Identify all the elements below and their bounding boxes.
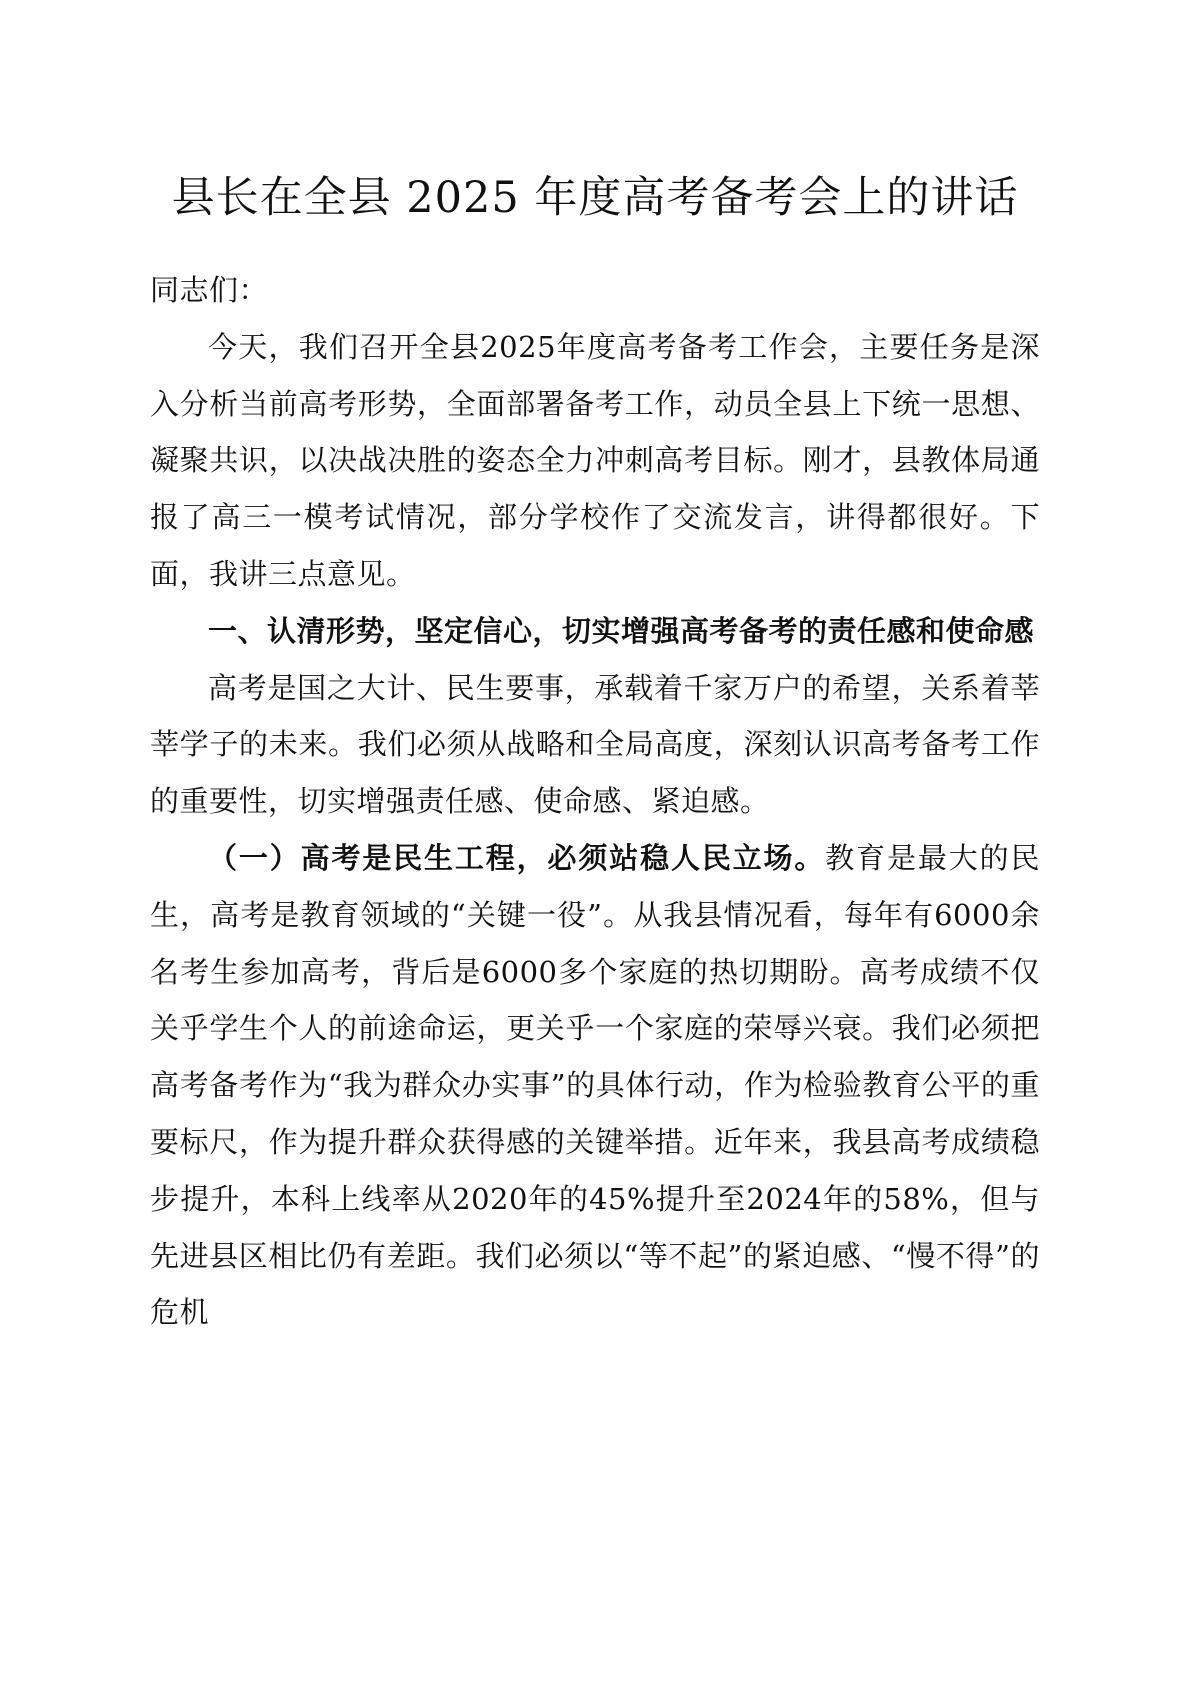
document-title: 县长在全县 2025 年度高考备考会上的讲话 [171,173,1019,223]
paragraph-subsection-1 [150,830,1040,1341]
subsection-1-text: 教育是最大的民生，高考是教育领域的“关键一役”。从我县情况看，每年有6000余名考生参加高考，背后是6000多个家庭的热切期盼。高考成绩不仅关乎学生个人的前途命运，更关乎一个家庭的荣辱兴衰。我们必须把高考备考作为“我为群众办实事”的具体行动，作为检验教育公平的重要标尺，作为提升群众获得感的关键举措。近年来，我县高考成绩稳步提升，本科上线率从2020年的45%提升至2024年的58%，但与先进县区相比仍有差距。我们必须以“等不起”的紧迫感、“慢不得”的危机 [150,840,1040,1330]
paragraph-section-1: 高考是国之大计、民生要事，承载着千家万户的希望，关系着莘莘学子的未来。我们必须从战略和全局高度，深刻认识高考备考工作的重要性，切实增强责任感、使命感、紧迫感。 [150,670,1040,819]
subsection-1-lead: （一）高考是民生工程，必须站稳人民立场。 [208,840,826,875]
section-heading-1: 一、认清形势，坚定信心，切实增强高考备考的责任感和使命感 [208,613,1035,648]
document-body [150,262,1040,1341]
paragraph-intro: 今天，我们召开全县2025年度高考备考工作会，主要任务是深入分析当前高考形势，全面部署备考工作，动员全县上下统一思想、凝聚共识，以决战决胜的姿态全力冲刺高考目标。刚才，县教体局通报了高三一模考试情况，部分学校作了交流发言，讲得都很好。下面，我讲三点意见。 [150,329,1040,591]
salutation: 同志们： [150,273,269,307]
